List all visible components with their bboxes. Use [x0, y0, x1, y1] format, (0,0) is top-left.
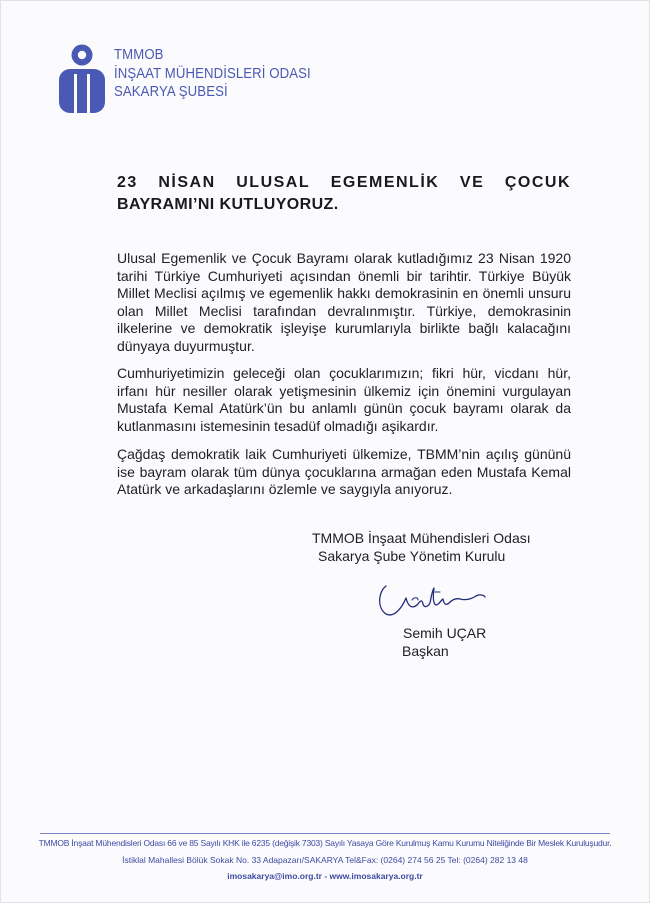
letterhead-line-branch: SAKARYA ŞUBESİ — [114, 83, 228, 100]
footer-address: İstiklal Mahallesi Bölük Sokak No. 33 Adapazarı/SAKARYA Tel&Fax: (0264) 274 56 25 Tel: (0264) 282 13 48 — [122, 854, 528, 865]
title-word: EGEMENLİK — [330, 174, 440, 191]
document-title — [117, 172, 571, 216]
title-word: VE — [459, 174, 485, 191]
title-word: NİSAN — [158, 174, 216, 191]
body-paragraph-2: Cumhuriyetimizin geleceği olan çocuklarımızın; fikri hür, vicdanı hür, irfanı hür nesiller olarak yetişmesinin ülkemiz için önemini vurgulayan Mustafa Kemal Atatürk’ün bu anlamlı günün çocuk bayramı olarak da kutlanmasını istemesinin tesadüf olmadığı aşikardır. — [117, 365, 571, 434]
org-board: Sakarya Şube Yönetim Kurulu — [318, 548, 506, 564]
footer-contact-links[interactable]: imosakarya@imo.org.tr - www.imosakarya.org.tr — [227, 871, 423, 881]
title-line-2: BAYRAMI’NI KUTLUYORUZ. — [117, 196, 339, 213]
letterhead-text — [114, 46, 311, 102]
footer-divider — [40, 833, 610, 834]
title-word: ULUSAL — [236, 174, 311, 191]
org-name: TMMOB İnşaat Mühendisleri Odası — [312, 530, 531, 546]
letterhead-line-chamber: İNŞAAT MÜHENDİSLERİ ODASI — [114, 64, 311, 82]
letterhead-line-tmmob: TMMOB — [114, 46, 164, 63]
body-paragraph-1: Ulusal Egemenlik ve Çocuk Bayramı olarak kutladığımız 23 Nisan 1920 tarihi Türkiye Cumhuriyeti açısından önemli bir tarihtir. Türkiye Büyük Millet Meclisi açılmış ve egemenlik hakkı demokrasinin en önemli unsuru olan Millet Meclisi tarafından devralınmıştır. Türkiye, demokrasinin ilkelerine ve demokratik işleyişe kurumlarıyla birlikte bağlı kalacağını dünyaya duyurmuştur. — [117, 250, 571, 354]
title-word: ÇOCUK — [504, 174, 571, 191]
body-paragraph-3: Çağdaş demokratik laik Cumhuriyeti ülkemize, TBMM’nin açılış gününü ise bayram olarak tüm dünya çocuklarına armağan eden Mustafa Kemal Atatürk ve arkadaşlarını özlemle ve saygıyla anıyoruz. — [117, 446, 571, 497]
handwritten-signature — [372, 578, 488, 623]
imo-logo-icon — [57, 44, 107, 114]
footer-legal-note: TMMOB İnşaat Mühendisleri Odası 66 ve 85 Sayılı KHK ile 6235 (değişik 7303) Sayılı Yasaya Göre Kurulmuş Kamu Kurumu Niteliğinde Bir Meslek Kuruluşudur. — [38, 838, 612, 848]
title-line-1 — [117, 172, 571, 194]
signer-name: Semih UÇAR — [403, 625, 487, 641]
footer — [0, 838, 650, 883]
signer-title: Başkan — [402, 643, 449, 659]
title-word: 23 — [117, 174, 138, 191]
